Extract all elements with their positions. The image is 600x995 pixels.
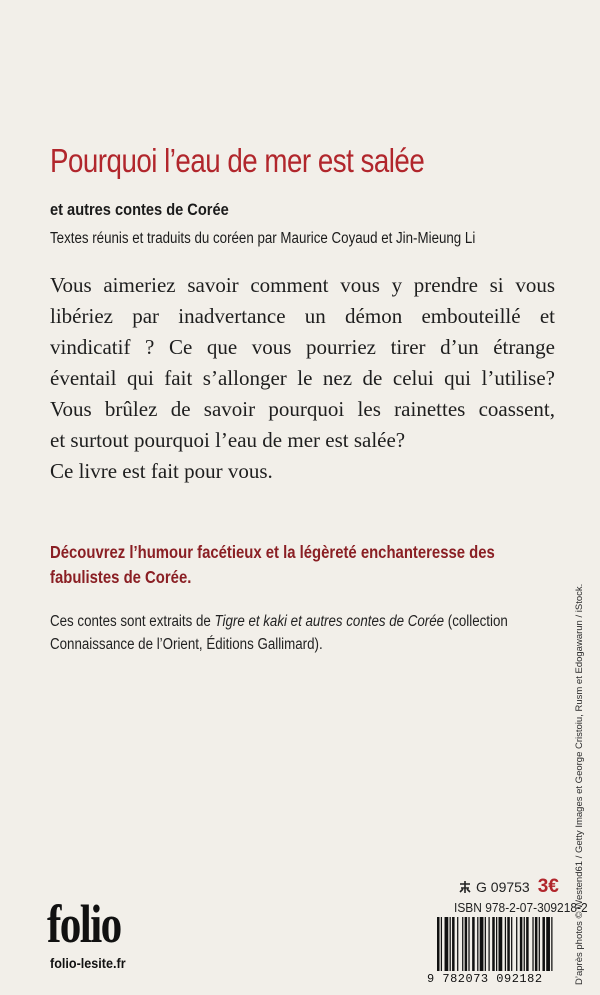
folio-logo: folio bbox=[47, 894, 121, 954]
blurb-line: et surtout pourquoi l’eau de mer est salée? bbox=[50, 428, 406, 452]
blurb-line: éventail qui fait s’allonger le nez de celui qui l’utilise? bbox=[50, 366, 555, 390]
book-title: Pourquoi l’eau de mer est salée bbox=[50, 142, 425, 179]
book-subtitle: et autres contes de Corée bbox=[50, 200, 229, 219]
photo-credit: D’après photos © Westend61 / Getty Images et George Cristoiu, Rusm et Edogawarun / iStock. bbox=[574, 583, 585, 985]
source-note-prefix: Ces contes sont extraits de bbox=[50, 613, 215, 630]
blurb-line: Vous brûlez de savoir pourquoi les rainettes coassent, bbox=[50, 397, 555, 421]
barcode bbox=[427, 917, 557, 987]
price-code: G 09753 bbox=[476, 879, 530, 895]
blurb-line: Vous aimeriez savoir comment vous y prendre si vous bbox=[50, 273, 555, 297]
barcode-bars bbox=[437, 917, 555, 971]
blurb-line: vindicatif ? Ce que vous pourriez tirer d’un étrange bbox=[50, 335, 555, 359]
blurb-text bbox=[50, 270, 555, 487]
tagline-line: Découvrez l’humour facétieux et la légèreté enchanteresse des bbox=[50, 542, 495, 562]
source-note-suffix: (collection bbox=[444, 613, 508, 630]
blurb-line: libériez par inadvertance un démon embouteillé et bbox=[50, 304, 555, 328]
source-note-line: Connaissance de l’Orient, Éditions Gallimard). bbox=[50, 636, 323, 653]
blurb-line: Ce livre est fait pour vous. bbox=[50, 459, 273, 483]
source-note bbox=[50, 610, 566, 656]
isbn: ISBN 978-2-07-309218-2 bbox=[454, 900, 588, 915]
publisher-website: folio-lesite.fr bbox=[50, 955, 126, 971]
price-category-icon bbox=[458, 880, 472, 894]
price-box bbox=[458, 876, 559, 898]
price: 3€ bbox=[537, 876, 559, 897]
tagline-line: fabulistes de Corée. bbox=[50, 567, 192, 587]
translator-credits: Textes réunis et traduits du coréen par Maurice Coyaud et Jin-Mieung Li bbox=[50, 230, 476, 247]
source-book-title: Tigre et kaki et autres contes de Corée bbox=[214, 613, 445, 630]
tagline bbox=[50, 540, 560, 590]
barcode-digits: 9 782073 092182 bbox=[427, 972, 543, 986]
